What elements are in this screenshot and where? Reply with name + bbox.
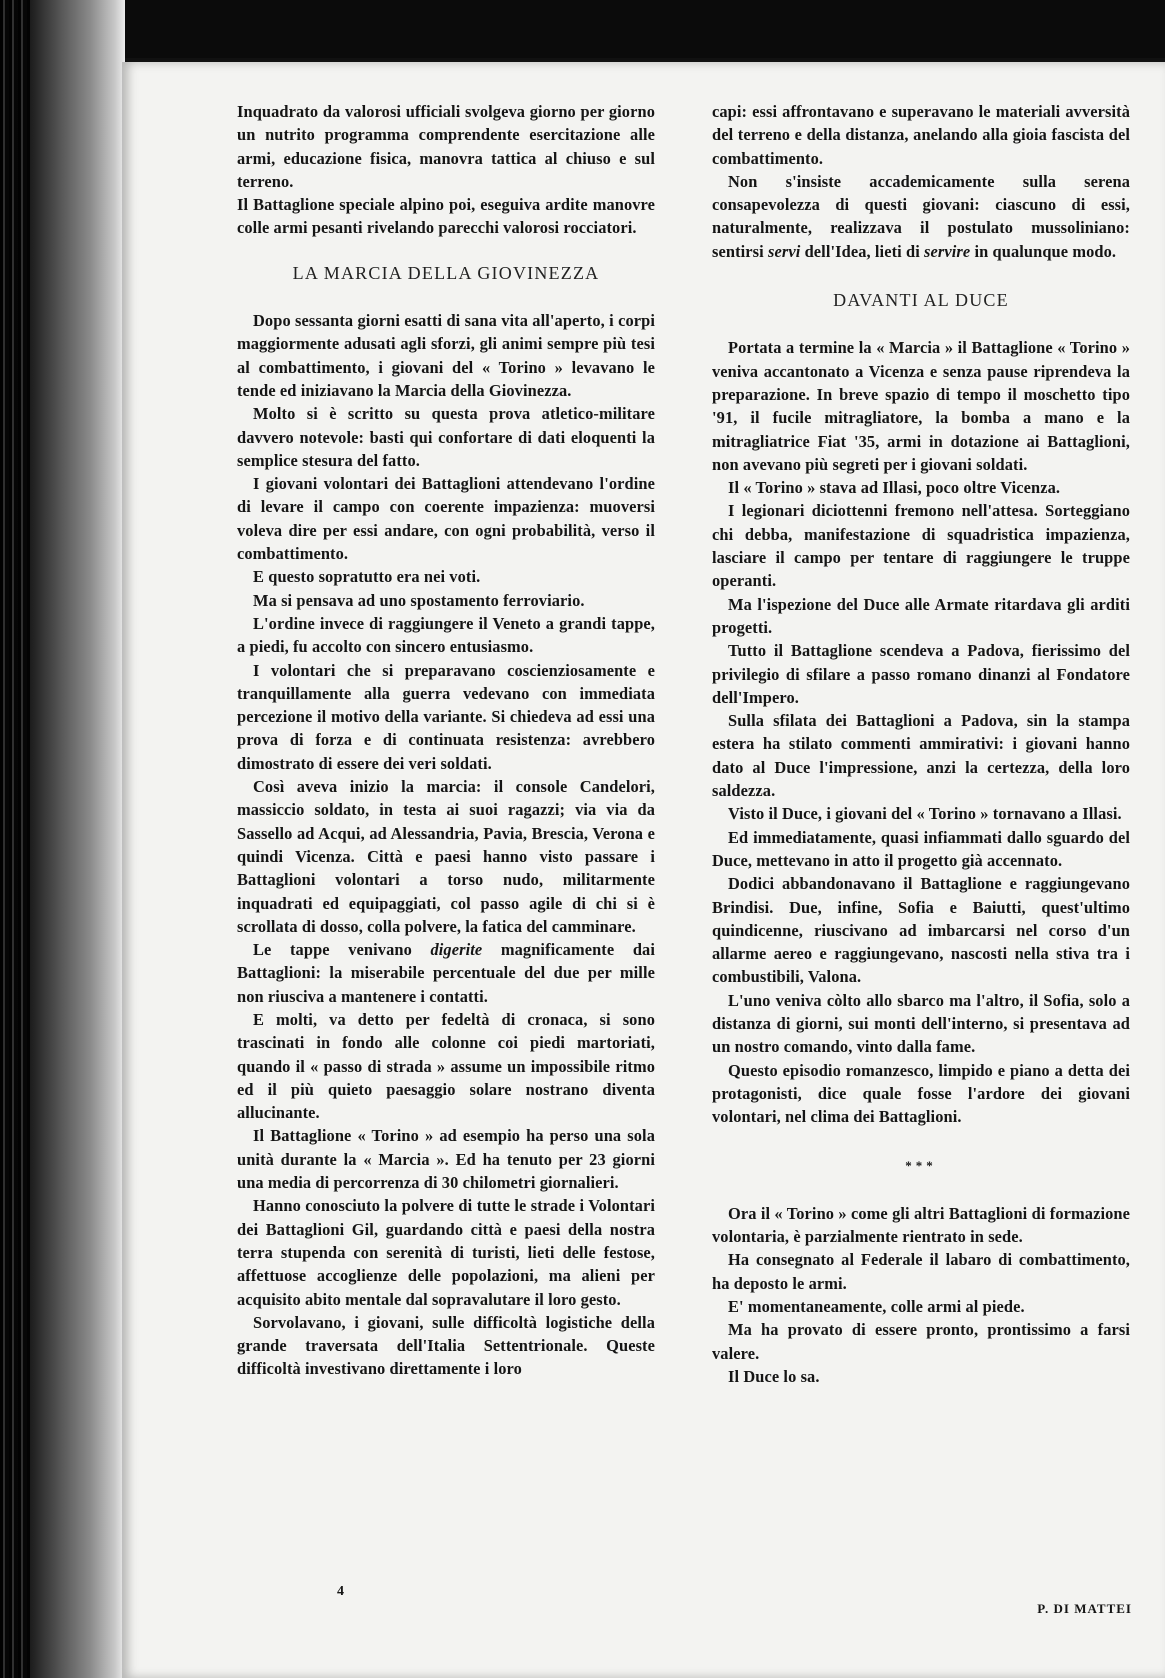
text-run: magnificamente dai Battaglioni: la miserabile percentuale del due per mille non riusciva a mantenere i contatti. (237, 940, 655, 1006)
scan-top-border (0, 0, 1165, 58)
left-column (237, 100, 655, 1381)
paragraph: I giovani volontari dei Battaglioni attendevano l'ordine di levare il campo con coerente impazienza: muoversi voleva dire per essi andare, con ogni probabilità, verso il combattimento. (237, 474, 655, 564)
paragraph: Dodici abbandonavano il Battaglione e raggiungevano Brindisi. Due, infine, Sofia e Baiutti, quest'ultimo quindicenne, riuscivano ad imbarcarsi nel corso d'un allarme aereo e raggiungevano, nascosti nella stiva tra i combustibili, Valona. (712, 874, 1130, 987)
paragraph: E questo sopratutto era nei voti. (253, 567, 481, 587)
paragraph: Ed immediatamente, quasi infiammati dallo sguardo del Duce, mettevano in atto il progetto già accennato. (712, 827, 1130, 870)
text-run: Le tappe venivano (253, 940, 431, 960)
paragraph: Sulla sfilata dei Battaglioni a Padova, sin la stampa estera ha stilato commenti ammirativi: i giovani hanno dato al Duce l'impressione, anzi la certezza, della loro saldezza. (712, 711, 1130, 801)
paragraph (237, 938, 655, 1008)
paragraph: Ma ha provato di essere pronto, prontissimo a farsi valere. (712, 1320, 1130, 1363)
section-heading: LA MARCIA DELLA GIOVINEZZA (292, 262, 600, 283)
text-run: dell'Idea, lieti di (800, 241, 925, 261)
paragraph: Hanno conosciuto la polvere di tutte le strade i Volontari dei Battaglioni Gil, guardando città e paesi della nostra terra stupenda con serenità di turisti, lieti delle festose, affettuose accoglienze delle popolazioni, ma alieni per acquisito abito mentale dal sopravalutare il loro gesto. (237, 1196, 655, 1309)
scan-left-stripes (0, 0, 30, 1678)
author-signature: P. DI MATTEI (1037, 1601, 1132, 1616)
paragraph: Il Duce lo sa. (728, 1366, 820, 1386)
paragraph: Il Battaglione « Torino » ad esempio ha perso una sola unità durante la « Marcia ». Ed ha tenuto per 23 giorni una media di percorrenza di 30 chilometri giornalieri. (237, 1126, 655, 1193)
paragraph: Molto si è scritto su questa prova atletico-militare davvero notevole: basti qui confortare di dati eloquenti la semplice stesura del fatto. (237, 404, 655, 470)
page-number: 4 (337, 1584, 344, 1599)
paragraph: I legionari diciottenni fremono nell'attesa. Sorteggiano chi debba, manifestazione di squadristica impazienza, lasciare il campo per tentare di raggiungere le truppe operanti. (712, 501, 1130, 591)
italic-word: servire (924, 241, 971, 261)
right-column (712, 100, 1130, 1388)
italic-word: digerite (430, 940, 483, 960)
magazine-page (122, 62, 1165, 1678)
paragraph (712, 170, 1130, 263)
section-separator: *** (905, 1158, 937, 1174)
text-run: Non s'insiste accademicamente sulla serena consapevolezza di questi giovani: ciascuno di essi, naturalmente, realizzava il postulato mussoliniano: sentirsi (712, 171, 1130, 261)
paragraph: Portata a termine la « Marcia » il Battaglione « Torino » veniva accantonato a Vicenza e senza pause riprendeva la preparazione. In breve spazio di tempo il moschetto tipo '91, il fucile mitragliatore, la bomba a mano e la mitragliatrice Fiat '35, armi in dotazione ai Battaglioni, non avevano più segreti per i giovani soldati. (712, 338, 1130, 474)
paragraph: Ma l'ispezione del Duce alle Armate ritardava gli arditi progetti. (712, 594, 1130, 637)
paragraph: Questo episodio romanzesco, limpido e piano a detta dei protagonisti, dice quale fosse l'ardore dei giovani volontari, nel clima dei Battaglioni. (712, 1060, 1130, 1127)
paragraph: Ma si pensava ad uno spostamento ferroviario. (253, 590, 585, 610)
paragraph: Sorvolavano, i giovani, sulle difficoltà logistiche della grande traversata dell'Italia Settentrionale. Queste difficoltà investivano direttamente i loro (237, 1312, 655, 1379)
paragraph: Il Battaglione speciale alpino poi, eseguiva ardite manovre colle armi pesanti rivelando parecchi valorosi rocciatori. (237, 195, 655, 238)
paragraph: L'uno veniva còlto allo sbarco ma l'altro, il Sofia, solo a distanza di giorni, sui monti dell'interno, si presentava ad un nostro comando, vinto dalla fame. (712, 990, 1130, 1057)
section-heading: DAVANTI AL DUCE (833, 290, 1009, 311)
italic-word: servi (768, 241, 801, 261)
paragraph: Così aveva inizio la marcia: il console Candelori, massiccio soldato, in testa ai suoi ragazzi; via via da Sassello ad Acqui, ad Alessandria, Pavia, Brescia, Verona e quindi Vicenza. Città e paesi hanno visto passare i Battaglioni volontari a torso nudo, militarmente inquadrati ed equipaggiati, col passo agile di chi si è scrollata di dosso, colla polvere, la fatica del camminare. (237, 777, 655, 936)
paragraph: Ha consegnato al Federale il labaro di combattimento, ha deposto le armi. (712, 1250, 1130, 1293)
paragraph: Ora il « Torino » come gli altri Battaglioni di formazione volontaria, è parzialmente rientrato in sede. (712, 1203, 1130, 1247)
paragraph: capi: essi affrontavano e superavano le materiali avversità del terreno e della distanza, anelando alla gioia fascista del combattimento. (712, 102, 1130, 168)
paragraph: E molti, va detto per fedeltà di cronaca, si sono trascinati in fondo alle colonne coi piedi martoriati, quando il « passo di strada » assume un impossibile ritmo ed il più quieto paesaggio solare nostrano diventa allucinante. (237, 1009, 655, 1123)
paragraph: E' momentaneamente, colle armi al piede. (728, 1296, 1025, 1316)
paragraph: Inquadrato da valorosi ufficiali svolgeva giorno per giorno un nutrito programma comprendente esercitazione alle armi, educazione fisica, manovra tattica al chiuso e sul terreno. (237, 102, 655, 191)
paragraph: Dopo sessanta giorni esatti di sana vita all'aperto, i corpi maggiormente adusati agli sforzi, gli animi sempre più tesi al combattimento, i giovani del « Torino » levavano le tende ed iniziavano la Marcia della Giovinezza. (237, 311, 655, 400)
paragraph: Visto il Duce, i giovani del « Torino » tornavano a Illasi. (728, 804, 1122, 824)
paragraph: L'ordine invece di raggiungere il Veneto a grandi tappe, a piedi, fu accolto con sincero entusiasmo. (237, 613, 655, 657)
paragraph: Il « Torino » stava ad Illasi, poco oltre Vicenza. (728, 478, 1061, 498)
paragraph: I volontari che si preparavano coscienziosamente e tranquillamente alla guerra vedevano con immediata percezione il motivo della variante. Si chiedeva ad essi una prova di forza e di continuata resistenza: avrebbero dimostrato di essere dei veri soldati. (237, 660, 655, 773)
paragraph: Tutto il Battaglione scendeva a Padova, fierissimo del privilegio di sfilare a passo romano dinanzi al Fondatore dell'Impero. (712, 641, 1130, 707)
text-run: in qualunque modo. (970, 241, 1117, 261)
